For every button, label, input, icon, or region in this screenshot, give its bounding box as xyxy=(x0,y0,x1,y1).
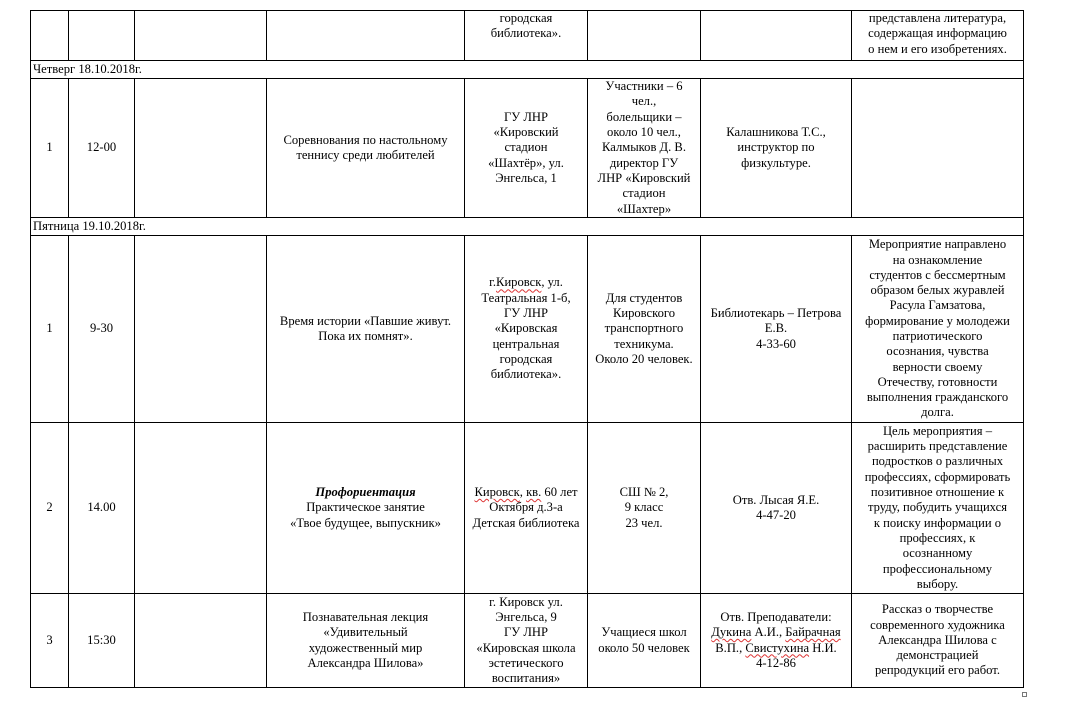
empty-cell xyxy=(135,11,267,61)
note-cell: представлена литература, содержащая информацию о нем и его изобретениях. xyxy=(852,11,1024,61)
day-header-friday: Пятница 19.10.2018г. xyxy=(31,218,1024,236)
note-cell: Мероприятие направлено на ознакомление студентов с бессмертным образом белых журавлей Расула Гамзатова, формирование у молодежи патриотического осознания, чувства верности своему Отечеству, готовности выполнения гражданского долга. xyxy=(852,236,1024,423)
day-header-row xyxy=(31,61,1024,79)
table-row xyxy=(31,236,1024,423)
time-cell: 14.00 xyxy=(69,423,135,594)
venue-cell: г.Кировск, ул. Театральная 1-б, ГУ ЛНР «Кировская центральная городская библиотека». xyxy=(465,236,588,423)
responsible-cell: Отв. Преподаватели: Дукина А.И., Байрачная В.П., Свистухина Н.И. 4-12-86 xyxy=(701,594,852,688)
row-number-cell xyxy=(31,11,69,61)
table-row xyxy=(31,594,1024,688)
event-schedule-table xyxy=(30,10,1024,688)
event-category-title: Профориентация xyxy=(315,485,416,500)
table-resize-handle[interactable] xyxy=(1022,692,1027,697)
time-cell: 15:30 xyxy=(69,594,135,688)
event-cell: Познавательная лекция «Удивительный художественный мир Александра Шилова» xyxy=(267,594,465,688)
note-cell: Рассказ о творчестве современного художника Александра Шилова с демонстрацией репродукций его работ. xyxy=(852,594,1024,688)
venue-cell: Кировск, кв. 60 лет Октября д.3-а Детская библиотека xyxy=(465,423,588,594)
venue-cell: ГУ ЛНР «Кировский стадион «Шахтёр», ул. Энгельса, 1 xyxy=(465,79,588,218)
venue-cell: городская библиотека». xyxy=(465,11,588,61)
empty-cell xyxy=(135,79,267,218)
empty-cell xyxy=(135,423,267,594)
responsible-cell: Библиотекарь – Петрова Е.В. 4-33-60 xyxy=(701,236,852,423)
day-header-row xyxy=(31,218,1024,236)
row-number-cell: 1 xyxy=(31,79,69,218)
audience-cell: Участники – 6 чел., болельщики – около 10 чел., Калмыков Д. В. директор ГУ ЛНР «Кировский стадион «Шахтер» xyxy=(588,79,701,218)
day-header-thursday: Четверг 18.10.2018г. xyxy=(31,61,1024,79)
audience-cell xyxy=(588,11,701,61)
empty-cell xyxy=(135,594,267,688)
event-cell xyxy=(267,11,465,61)
empty-cell xyxy=(135,236,267,423)
note-cell xyxy=(852,79,1024,218)
row-number-cell: 1 xyxy=(31,236,69,423)
table-row xyxy=(31,79,1024,218)
audience-cell: Учащиеся школ около 50 человек xyxy=(588,594,701,688)
event-cell: Соревнования по настольному теннису среди любителей xyxy=(267,79,465,218)
venue-cell: г. Кировск ул. Энгельса, 9 ГУ ЛНР «Кировская школа эстетического воспитания» xyxy=(465,594,588,688)
note-cell: Цель мероприятия – расширить представление подростков о различных профессиях, сформировать позитивное отношение к труду, побудить учащихся к поиску информации о профессиях, к осознанному профессиональному выбору. xyxy=(852,423,1024,594)
event-cell: Время истории «Павшие живут. Пока их помнят». xyxy=(267,236,465,423)
time-cell: 9-30 xyxy=(69,236,135,423)
row-number-cell: 2 xyxy=(31,423,69,594)
responsible-cell: Отв. Лысая Я.Е. 4-47-20 xyxy=(701,423,852,594)
time-cell xyxy=(69,11,135,61)
audience-cell: Для студентов Кировского транспортного техникума. Около 20 человек. xyxy=(588,236,701,423)
table-row xyxy=(31,11,1024,61)
time-cell: 12-00 xyxy=(69,79,135,218)
event-cell: Профориентация Практическое занятие «Твое будущее, выпускник» xyxy=(267,423,465,594)
table-row xyxy=(31,423,1024,594)
audience-cell: СШ № 2, 9 класс 23 чел. xyxy=(588,423,701,594)
responsible-cell xyxy=(701,11,852,61)
row-number-cell: 3 xyxy=(31,594,69,688)
responsible-cell: Калашникова Т.С., инструктор по физкультуре. xyxy=(701,79,852,218)
